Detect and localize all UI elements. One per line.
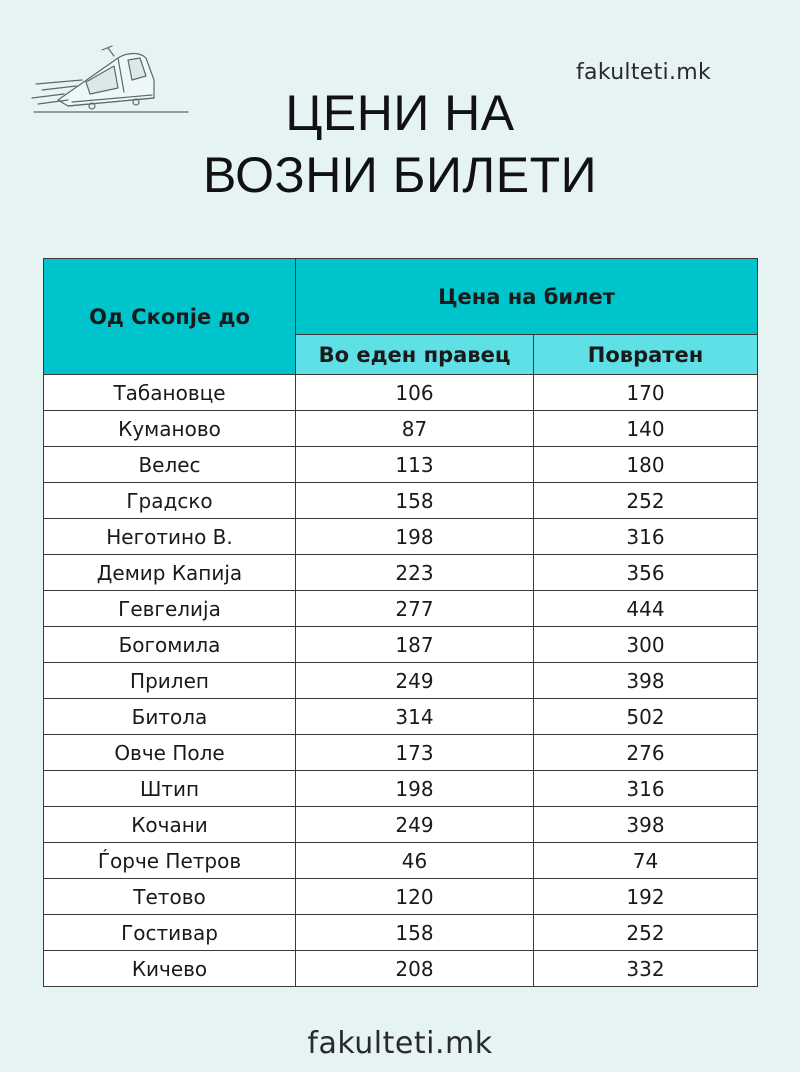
destination-cell: Битола: [44, 699, 296, 735]
oneway-price-cell: 277: [296, 591, 534, 627]
destination-cell: Богомила: [44, 627, 296, 663]
oneway-price-cell: 113: [296, 447, 534, 483]
destination-cell: Прилеп: [44, 663, 296, 699]
return-header: Повратен: [534, 335, 758, 375]
table-row: [44, 771, 758, 807]
oneway-price-cell: 208: [296, 951, 534, 987]
return-price-cell: 356: [534, 555, 758, 591]
oneway-price-cell: 198: [296, 519, 534, 555]
destination-cell: Демир Капија: [44, 555, 296, 591]
table-row: [44, 519, 758, 555]
table-row: [44, 627, 758, 663]
return-price-cell: 74: [534, 843, 758, 879]
table-row: [44, 555, 758, 591]
return-price-cell: 170: [534, 375, 758, 411]
title-line-1: ЦЕНИ НА: [285, 85, 515, 141]
table-row: [44, 375, 758, 411]
oneway-price-cell: 223: [296, 555, 534, 591]
oneway-price-cell: 198: [296, 771, 534, 807]
page-title: [0, 82, 800, 206]
destination-cell: Неготино В.: [44, 519, 296, 555]
destination-cell: Ѓорче Петров: [44, 843, 296, 879]
fare-rows: [44, 375, 758, 987]
return-price-cell: 398: [534, 663, 758, 699]
oneway-header: Во еден правец: [296, 335, 534, 375]
table-row: [44, 591, 758, 627]
table-row: [44, 663, 758, 699]
destination-cell: Гостивар: [44, 915, 296, 951]
fares-table: [43, 258, 758, 987]
table-row: [44, 951, 758, 987]
table-row: [44, 843, 758, 879]
destination-cell: Табановце: [44, 375, 296, 411]
destination-cell: Кочани: [44, 807, 296, 843]
table-row: [44, 411, 758, 447]
oneway-price-cell: 158: [296, 483, 534, 519]
return-price-cell: 180: [534, 447, 758, 483]
return-price-cell: 140: [534, 411, 758, 447]
oneway-price-cell: 46: [296, 843, 534, 879]
table-row: [44, 879, 758, 915]
return-price-cell: 192: [534, 879, 758, 915]
oneway-price-cell: 106: [296, 375, 534, 411]
origin-header: Од Скопје до: [44, 259, 296, 375]
oneway-price-cell: 87: [296, 411, 534, 447]
return-price-cell: 444: [534, 591, 758, 627]
destination-cell: Штип: [44, 771, 296, 807]
return-price-cell: 300: [534, 627, 758, 663]
oneway-price-cell: 173: [296, 735, 534, 771]
brand-logo-bottom: fakulteti.mk: [307, 1026, 493, 1061]
oneway-price-cell: 120: [296, 879, 534, 915]
oneway-price-cell: 187: [296, 627, 534, 663]
brand-logo-top: fakulteti.mk: [576, 60, 712, 85]
table-row: [44, 483, 758, 519]
return-price-cell: 252: [534, 483, 758, 519]
destination-cell: Тетово: [44, 879, 296, 915]
oneway-price-cell: 249: [296, 807, 534, 843]
return-price-cell: 252: [534, 915, 758, 951]
destination-cell: Велес: [44, 447, 296, 483]
destination-cell: Градско: [44, 483, 296, 519]
return-price-cell: 316: [534, 519, 758, 555]
table-row: [44, 915, 758, 951]
table-row: [44, 807, 758, 843]
table-row: [44, 735, 758, 771]
oneway-price-cell: 314: [296, 699, 534, 735]
destination-cell: Гевгелија: [44, 591, 296, 627]
price-header: Цена на билет: [296, 259, 758, 335]
oneway-price-cell: 158: [296, 915, 534, 951]
return-price-cell: 276: [534, 735, 758, 771]
title-line-2: ВОЗНИ БИЛЕТИ: [202, 147, 598, 203]
destination-cell: Кичево: [44, 951, 296, 987]
destination-cell: Куманово: [44, 411, 296, 447]
oneway-price-cell: 249: [296, 663, 534, 699]
return-price-cell: 316: [534, 771, 758, 807]
return-price-cell: 398: [534, 807, 758, 843]
table-row: [44, 447, 758, 483]
return-price-cell: 332: [534, 951, 758, 987]
table-row: [44, 699, 758, 735]
destination-cell: Овче Поле: [44, 735, 296, 771]
return-price-cell: 502: [534, 699, 758, 735]
